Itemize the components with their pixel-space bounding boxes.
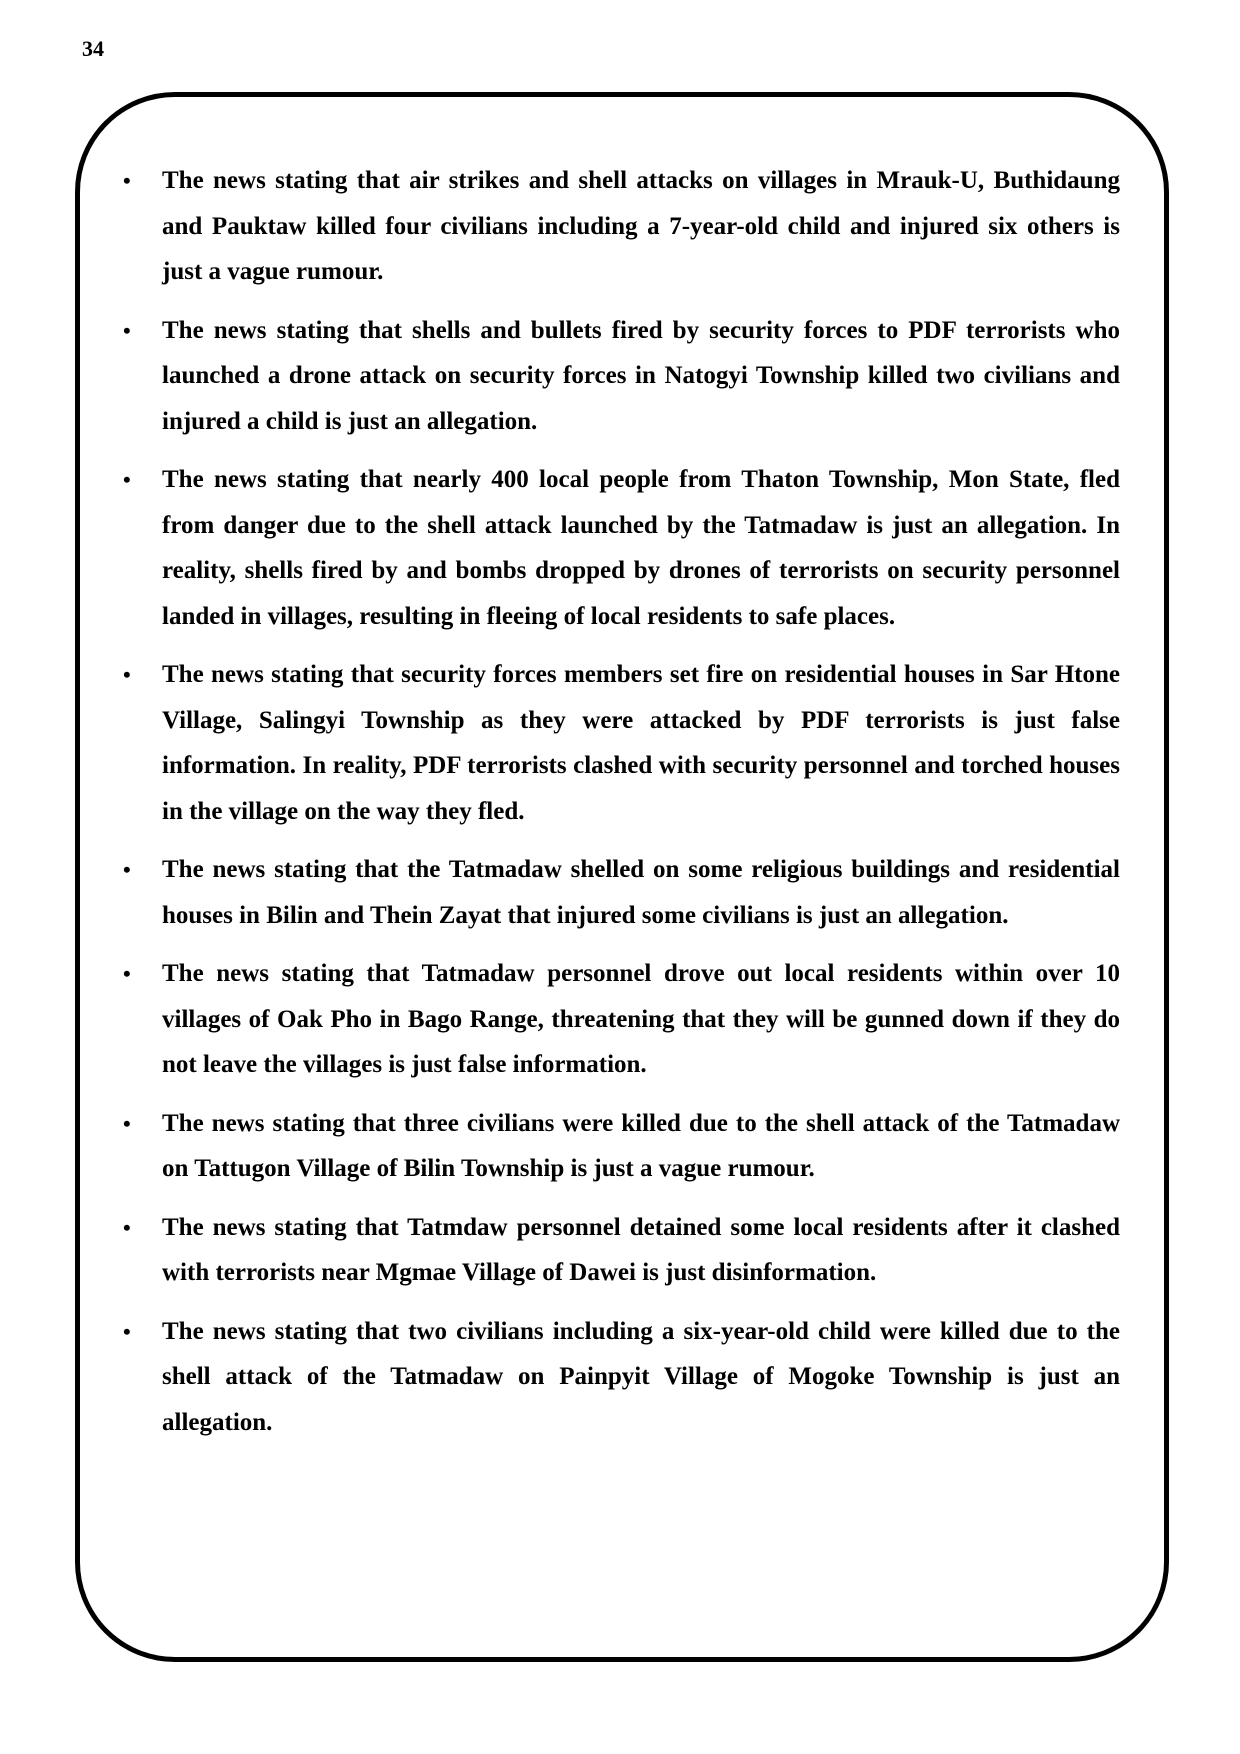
bullet-icon: • [123, 1318, 131, 1344]
bullet-icon: • [123, 168, 131, 193]
list-item-text: The news stating that three civilians were killed due to the shell attack of the Tatmadaw on Tattugon Village of Bilin Township is just a vague rumour. [162, 1109, 1120, 1182]
bullet-icon: • [123, 1110, 131, 1136]
list-item-text: The news stating that the Tatmadaw shelled on some religious buildings and residential houses in Bilin and Thein Zayat that injured some civilians is just an allegation. [162, 856, 1120, 929]
list-item-text: The news stating that air strikes and shell attacks on villages in Mrauk-U, Buthidaung and Pauktaw killed four civilians including a 7-year-old child and injured six others is just a vague rumour. [162, 167, 1120, 285]
list-item [120, 158, 1120, 295]
list-item [120, 1101, 1120, 1192]
list-item [120, 1309, 1120, 1446]
list-item-text: The news stating that security forces members set fire on residential houses in Sar Htone Village, Salingyi Township as they were attacked by PDF terrorists is just false information. In reality, PDF terrorists clashed with security personnel and torched houses in the village on the way they fled. [162, 661, 1120, 825]
list-item [120, 951, 1120, 1088]
bullet-icon: • [123, 662, 131, 687]
list-item-text: The news stating that two civilians including a six-year-old child were killed due to the shell attack of the Tatmadaw on Painpyit Village of Mogoke Township is just an allegation. [162, 1317, 1120, 1436]
page-number: 34 [82, 36, 104, 61]
bullet-icon: • [123, 961, 131, 986]
list-item [120, 1205, 1120, 1296]
list-item [120, 847, 1120, 938]
news-bullet-list [120, 158, 1120, 1458]
list-item [120, 652, 1120, 834]
list-item-text: The news stating that Tatmdaw personnel detained some local residents after it clashed with terrorists near Mgmae Village of Dawei is just disinformation. [162, 1213, 1120, 1286]
list-item-text: The news stating that Tatmadaw personnel drove out local residents within over 10 villages of Oak Pho in Bago Range, threatening that they will be gunned down if they do not leave the villages is just false information. [162, 960, 1120, 1078]
list-item-text: The news stating that nearly 400 local people from Thaton Township, Mon State, fled from danger due to the shell attack launched by the Tatmadaw is just an allegation. In reality, shells fired by and bombs dropped by drones of terrorists on security personnel landed in villages, resulting in fleeing of local residents to safe places. [162, 466, 1120, 630]
list-item [120, 457, 1120, 639]
list-item-text: The news stating that shells and bullets fired by security forces to PDF terrorists who launched a drone attack on security forces in Natogyi Township killed two civilians and injured a child is just an allegation. [162, 316, 1120, 435]
list-item [120, 308, 1120, 445]
bullet-icon: • [123, 317, 131, 343]
bullet-icon: • [123, 857, 131, 882]
bullet-icon: • [123, 1214, 131, 1240]
bullet-icon: • [123, 467, 131, 492]
